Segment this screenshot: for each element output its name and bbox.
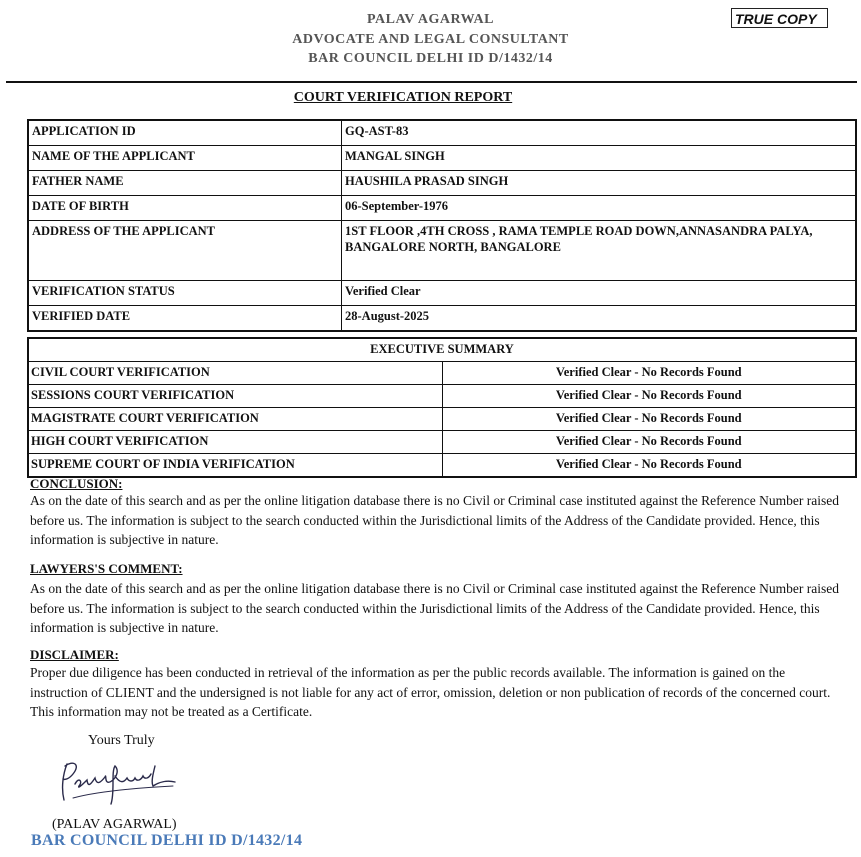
summary-label: MAGISTRATE COURT VERIFICATION [28,408,442,431]
header-bar-id: BAR COUNCIL DELHI ID D/1432/14 [308,51,553,66]
yours-truly: Yours Truly [88,733,155,748]
table-row [28,120,856,146]
detail-label: VERIFIED DATE [28,306,342,332]
summary-value: Verified Clear - No Records Found [442,385,856,408]
summary-value: Verified Clear - No Records Found [442,362,856,385]
detail-label: ADDRESS OF THE APPLICANT [28,221,342,281]
signatory-bar-id: BAR COUNCIL DELHI ID D/1432/14 [31,832,303,849]
header-name: PALAV AGARWAL [367,12,494,27]
detail-label: VERIFICATION STATUS [28,281,342,306]
table-row [28,306,856,332]
signature-image [55,752,180,810]
summary-value: Verified Clear - No Records Found [442,408,856,431]
disclaimer-heading: DISCLAIMER: [30,647,119,662]
conclusion-text: As on the date of this search and as per the online litigation database there is no Civil or Criminal case instituted against the Reference Number raised before us. The information is subject to the search conducted within the Jurisdictional limits of the Address of the Candidate provided. Hence, this information is subjective in nature. [30,493,840,547]
detail-value: 28-August-2025 [342,306,857,332]
table-row [28,221,856,281]
detail-value: 06-September-1976 [342,196,857,221]
executive-summary-table [27,337,857,478]
header-divider [6,81,857,83]
table-row [28,281,856,306]
table-row [28,171,856,196]
conclusion-heading: CONCLUSION: [30,476,123,491]
detail-label: DATE OF BIRTH [28,196,342,221]
table-row [28,385,856,408]
detail-value: 1ST FLOOR ,4TH CROSS , RAMA TEMPLE ROAD DOWN,ANNASANDRA PALYA, BANGALORE NORTH, BANGALORE [342,221,857,281]
summary-heading: EXECUTIVE SUMMARY [28,338,856,362]
summary-label: HIGH COURT VERIFICATION [28,431,442,454]
disclaimer-text: Proper due diligence has been conducted in retrieval of the information as per the public records available. The information is gained on the instruction of CLIENT and the undersigned is not liable for any act of error, omission, deletion or non publication of records of the concerned court. This information may not be treated as a Certificate. [30,665,831,719]
true-copy-stamp: TRUE COPY [731,8,828,28]
detail-value: GQ-AST-83 [342,120,857,146]
table-row [28,408,856,431]
lawyers-comment-heading: LAWYERS'S COMMENT: [30,561,183,576]
report-title: COURT VERIFICATION REPORT [293,90,513,105]
summary-label: CIVIL COURT VERIFICATION [28,362,442,385]
table-row [28,362,856,385]
signatory-name: (PALAV AGARWAL) [52,817,177,832]
header-designation: ADVOCATE AND LEGAL CONSULTANT [292,32,569,47]
table-row [28,338,856,362]
table-row [28,146,856,171]
summary-label: SUPREME COURT OF INDIA VERIFICATION [28,454,442,478]
summary-label: SESSIONS COURT VERIFICATION [28,385,442,408]
detail-value: HAUSHILA PRASAD SINGH [342,171,857,196]
detail-label: FATHER NAME [28,171,342,196]
table-row [28,196,856,221]
detail-value: Verified Clear [342,281,857,306]
table-row [28,454,856,478]
lawyers-comment-text: As on the date of this search and as per the online litigation database there is no Civil or Criminal case instituted against the Reference Number raised before us. The information is subject to the search conducted within the Jurisdictional limits of the Address of the Candidate provided. Hence, this information is subjective in nature. [30,581,840,635]
summary-value: Verified Clear - No Records Found [442,454,856,478]
detail-value: MANGAL SINGH [342,146,857,171]
detail-label: NAME OF THE APPLICANT [28,146,342,171]
table-row [28,431,856,454]
summary-value: Verified Clear - No Records Found [442,431,856,454]
applicant-details-table [27,119,857,332]
detail-label: APPLICATION ID [28,120,342,146]
